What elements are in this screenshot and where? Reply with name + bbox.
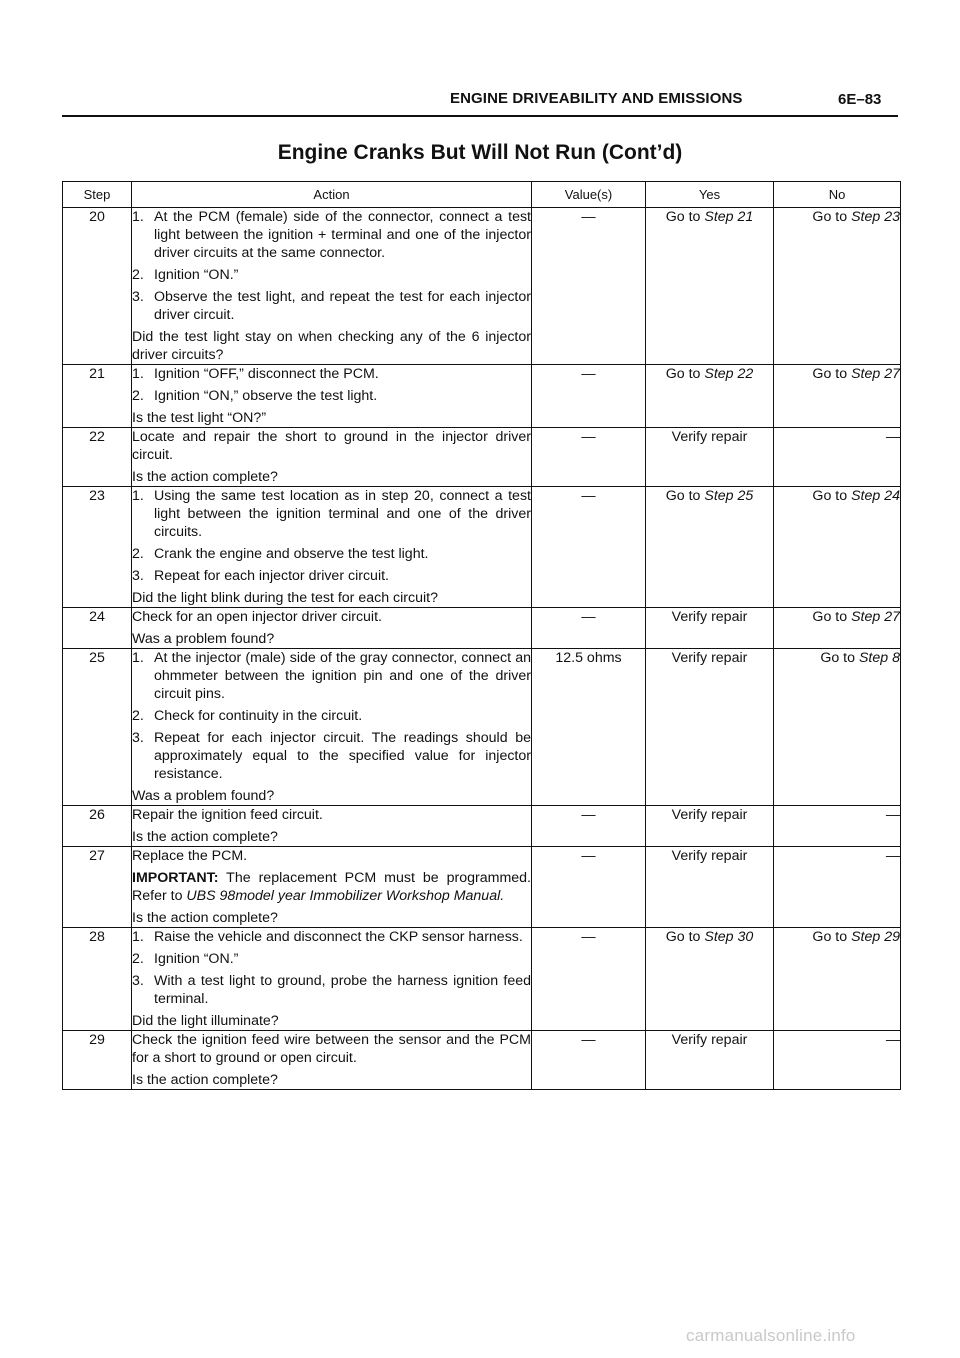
action-list-item: [132, 266, 531, 284]
outcome-prefix: Go to: [665, 929, 705, 945]
action-list-item: [132, 928, 531, 946]
outcome-text: Verify repair: [671, 1032, 748, 1048]
action-item-number: 1.: [132, 209, 144, 225]
table-row: [63, 1031, 901, 1090]
action-cell: [132, 487, 532, 608]
step-question: Was a problem found?: [132, 631, 275, 647]
column-header-action: Action: [132, 182, 532, 208]
step-question: Did the light blink during the test for each circuit?: [132, 590, 438, 606]
no-cell: [774, 649, 901, 806]
action-cell: [132, 806, 532, 847]
step-number: 29: [63, 1031, 132, 1090]
outcome-text: Verify repair: [671, 609, 748, 625]
value-cell: —: [532, 365, 646, 428]
action-list-item: [132, 365, 531, 383]
action-cell: [132, 847, 532, 928]
action-item-text: Observe the test light, and repeat the test for each injector driver circuit.: [154, 289, 531, 323]
yes-cell: [646, 847, 774, 928]
value-cell: —: [532, 847, 646, 928]
action-list-item: [132, 649, 531, 703]
value-cell: —: [532, 928, 646, 1031]
action-item-text: Check for continuity in the circuit.: [154, 708, 363, 724]
action-item-text: With a test light to ground, probe the harness ignition feed terminal.: [154, 973, 531, 1007]
outcome-text: —: [885, 848, 900, 864]
step-question: Did the test light stay on when checking any of the 6 injector driver circuits?: [132, 329, 531, 363]
manual-reference: UBS 98model year Immobilizer Workshop Manual.: [186, 888, 505, 904]
outcome-prefix: Go to: [665, 209, 705, 225]
outcome-prefix: Go to: [665, 488, 705, 504]
action-item-number: 1.: [132, 929, 144, 945]
no-cell: [774, 608, 901, 649]
step-number: 22: [63, 428, 132, 487]
action-text: Replace the PCM.: [132, 848, 248, 864]
value-cell: —: [532, 487, 646, 608]
outcome-step-ref: Step 30: [704, 929, 754, 945]
outcome-text: Verify repair: [671, 650, 748, 666]
action-list-item: [132, 387, 531, 405]
action-item-number: 1.: [132, 366, 144, 382]
outcome-text: Verify repair: [671, 807, 748, 823]
step-number: 27: [63, 847, 132, 928]
step-question: Is the action complete?: [132, 1072, 278, 1088]
no-cell: [774, 487, 901, 608]
no-cell: [774, 428, 901, 487]
table-body: [63, 208, 901, 1090]
outcome-prefix: Go to: [812, 609, 852, 625]
table-row: [63, 928, 901, 1031]
action-text: Repair the ignition feed circuit.: [132, 807, 323, 823]
action-item-text: At the injector (male) side of the gray connector, connect an ohmmeter between the ignition pin and one of the driver circuit pins.: [154, 650, 531, 702]
action-text: Check for an open injector driver circuit.: [132, 609, 382, 625]
action-list-item: [132, 567, 531, 585]
step-number: 21: [63, 365, 132, 428]
section-title: ENGINE DRIVEABILITY AND EMISSIONS: [450, 90, 743, 107]
action-item-number: 1.: [132, 488, 144, 504]
outcome-step-ref: Step 27: [851, 609, 900, 625]
outcome-step-ref: Step 23: [851, 209, 900, 225]
action-item-text: Ignition “ON.”: [154, 951, 239, 967]
action-item-text: Repeat for each injector circuit. The readings should be approximately equal to the specified value for injector resistance.: [154, 730, 531, 782]
outcome-step-ref: Step 27: [851, 366, 900, 382]
outcome-prefix: Go to: [812, 366, 852, 382]
outcome-text: Verify repair: [671, 429, 748, 445]
outcome-step-ref: Step 21: [704, 209, 754, 225]
action-item-text: Ignition “OFF,” disconnect the PCM.: [154, 366, 379, 382]
action-list-item: [132, 950, 531, 968]
action-text: Locate and repair the short to ground in the injector driver circuit.: [132, 429, 531, 463]
action-cell: [132, 608, 532, 649]
action-list-item: [132, 487, 531, 541]
page-number: 6E–83: [838, 91, 882, 108]
action-item-number: 3.: [132, 730, 144, 746]
page-title: Engine Cranks But Will Not Run (Cont’d): [277, 141, 683, 164]
important-text: The replacement PCM must be programmed. Refer to: [132, 870, 531, 904]
action-item-number: 2.: [132, 708, 144, 724]
action-item-text: Crank the engine and observe the test light.: [154, 546, 429, 562]
important-label: IMPORTANT:: [132, 870, 219, 886]
diagnostic-table: [62, 181, 901, 1090]
column-header-no: No: [774, 182, 901, 208]
table-row: [63, 608, 901, 649]
yes-cell: [646, 806, 774, 847]
action-item-number: 2.: [132, 267, 144, 283]
outcome-prefix: Go to: [812, 929, 852, 945]
step-question: Was a problem found?: [132, 788, 275, 804]
outcome-text: Verify repair: [671, 848, 748, 864]
action-item-number: 3.: [132, 568, 144, 584]
table-row: [63, 847, 901, 928]
step-question: Is the test light “ON?”: [132, 410, 267, 426]
action-item-number: 2.: [132, 546, 144, 562]
outcome-prefix: Go to: [665, 366, 705, 382]
outcome-step-ref: Step 8: [858, 650, 900, 666]
column-header-values: Value(s): [532, 182, 646, 208]
outcome-step-ref: Step 22: [704, 366, 754, 382]
action-cell: [132, 649, 532, 806]
action-item-number: 3.: [132, 973, 144, 989]
outcome-prefix: Go to: [812, 209, 852, 225]
no-cell: [774, 847, 901, 928]
outcome-step-ref: Step 24: [851, 488, 900, 504]
step-number: 28: [63, 928, 132, 1031]
action-text: Check the ignition feed wire between the sensor and the PCM for a short to ground or open circuit.: [132, 1032, 531, 1066]
action-list-item: [132, 707, 531, 725]
action-item-text: Repeat for each injector driver circuit.: [154, 568, 389, 584]
outcome-text: —: [885, 807, 900, 823]
outcome-prefix: Go to: [820, 650, 859, 666]
column-header-yes: Yes: [646, 182, 774, 208]
table-row: [63, 365, 901, 428]
action-item-number: 2.: [132, 388, 144, 404]
action-list-item: [132, 729, 531, 783]
action-item-text: Raise the vehicle and disconnect the CKP sensor harness.: [154, 929, 523, 945]
action-item-text: Ignition “ON.”: [154, 267, 239, 283]
table-row: [63, 649, 901, 806]
column-header-step: Step: [63, 182, 132, 208]
yes-cell: [646, 208, 774, 365]
table-row: [63, 806, 901, 847]
no-cell: [774, 928, 901, 1031]
no-cell: [774, 365, 901, 428]
table-row: [63, 428, 901, 487]
action-item-text: Ignition “ON,” observe the test light.: [154, 388, 378, 404]
yes-cell: [646, 365, 774, 428]
action-cell: [132, 428, 532, 487]
action-item-number: 2.: [132, 951, 144, 967]
table-row: [63, 208, 901, 365]
outcome-step-ref: Step 25: [704, 488, 754, 504]
value-cell: 12.5 ohms: [532, 649, 646, 806]
important-note: [132, 869, 531, 905]
action-list-item: [132, 972, 531, 1008]
step-number: 20: [63, 208, 132, 365]
watermark: carmanualsonline.info: [686, 1326, 856, 1345]
step-number: 23: [63, 487, 132, 608]
value-cell: —: [532, 1031, 646, 1090]
value-cell: —: [532, 806, 646, 847]
no-cell: [774, 208, 901, 365]
table-row: [63, 487, 901, 608]
action-cell: [132, 1031, 532, 1090]
outcome-text: —: [885, 1032, 900, 1048]
action-item-text: Using the same test location as in step 20, connect a test light between the ignition terminal and one of the driver circuits.: [154, 488, 531, 540]
action-list-item: [132, 208, 531, 262]
action-item-text: At the PCM (female) side of the connector, connect a test light between the ignition + terminal and one of the injector driver circuits at the same connector.: [154, 209, 531, 261]
action-list-item: [132, 545, 531, 563]
value-cell: —: [532, 608, 646, 649]
yes-cell: [646, 649, 774, 806]
step-question: Is the action complete?: [132, 910, 278, 926]
action-cell: [132, 365, 532, 428]
header-rule: [62, 115, 898, 117]
action-cell: [132, 928, 532, 1031]
yes-cell: [646, 608, 774, 649]
yes-cell: [646, 487, 774, 608]
step-question: Is the action complete?: [132, 829, 278, 845]
yes-cell: [646, 928, 774, 1031]
step-question: Did the light illuminate?: [132, 1013, 279, 1029]
step-number: 25: [63, 649, 132, 806]
action-list-item: [132, 288, 531, 324]
value-cell: —: [532, 208, 646, 365]
action-cell: [132, 208, 532, 365]
outcome-text: —: [885, 429, 900, 445]
yes-cell: [646, 428, 774, 487]
action-item-number: 1.: [132, 650, 144, 666]
table-header-row: [63, 182, 901, 208]
step-question: Is the action complete?: [132, 469, 278, 485]
step-number: 26: [63, 806, 132, 847]
step-number: 24: [63, 608, 132, 649]
no-cell: [774, 1031, 901, 1090]
outcome-prefix: Go to: [812, 488, 852, 504]
outcome-step-ref: Step 29: [851, 929, 900, 945]
yes-cell: [646, 1031, 774, 1090]
action-item-number: 3.: [132, 289, 144, 305]
value-cell: —: [532, 428, 646, 487]
no-cell: [774, 806, 901, 847]
